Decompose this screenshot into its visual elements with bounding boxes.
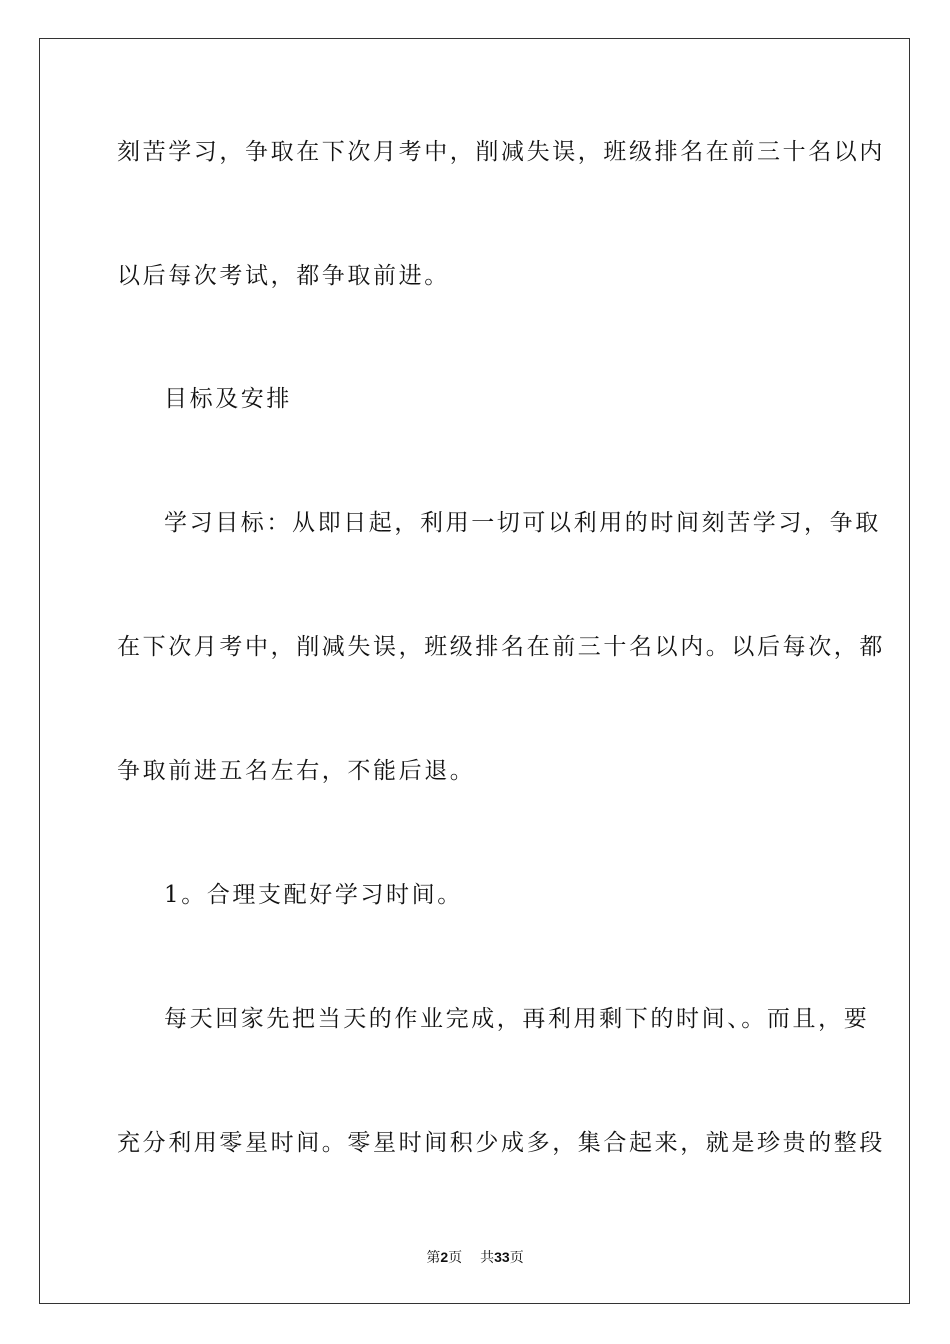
page-prefix: 第 xyxy=(426,1250,441,1266)
body-text-line-2: 以后每次考试，都争取前进。 xyxy=(117,263,450,289)
list-item-heading: 1。合理支配好学习时间。 xyxy=(164,882,463,908)
total-pages: 33 xyxy=(494,1249,510,1265)
body-text-line-8: 每天回家先把当天的作业完成，再利用剩下的时间、。而且，要 xyxy=(164,1006,870,1032)
page-border xyxy=(39,38,910,1304)
total-suffix: 页 xyxy=(509,1250,524,1266)
body-text-line-6: 争取前进五名左右，不能后退。 xyxy=(117,758,476,784)
body-text-line-9: 充分利用零星时间。零星时间积少成多，集合起来，就是珍贵的整段 xyxy=(117,1130,885,1156)
body-text-line-4: 学习目标：从即日起，利用一切可以利用的时间刻苦学习，争取 xyxy=(164,510,881,536)
page-number: 2 xyxy=(440,1249,449,1265)
section-heading: 目标及安排 xyxy=(164,386,292,412)
body-text-line-1: 刻苦学习，争取在下次月考中，削减失误，班级排名在前三十名以内 xyxy=(117,139,885,165)
page-suffix: 页 xyxy=(448,1250,463,1266)
total-prefix: 共 xyxy=(480,1250,495,1266)
page-footer xyxy=(0,1247,950,1268)
body-text-line-5: 在下次月考中，削减失误，班级排名在前三十名以内。以后每次，都 xyxy=(117,634,885,660)
